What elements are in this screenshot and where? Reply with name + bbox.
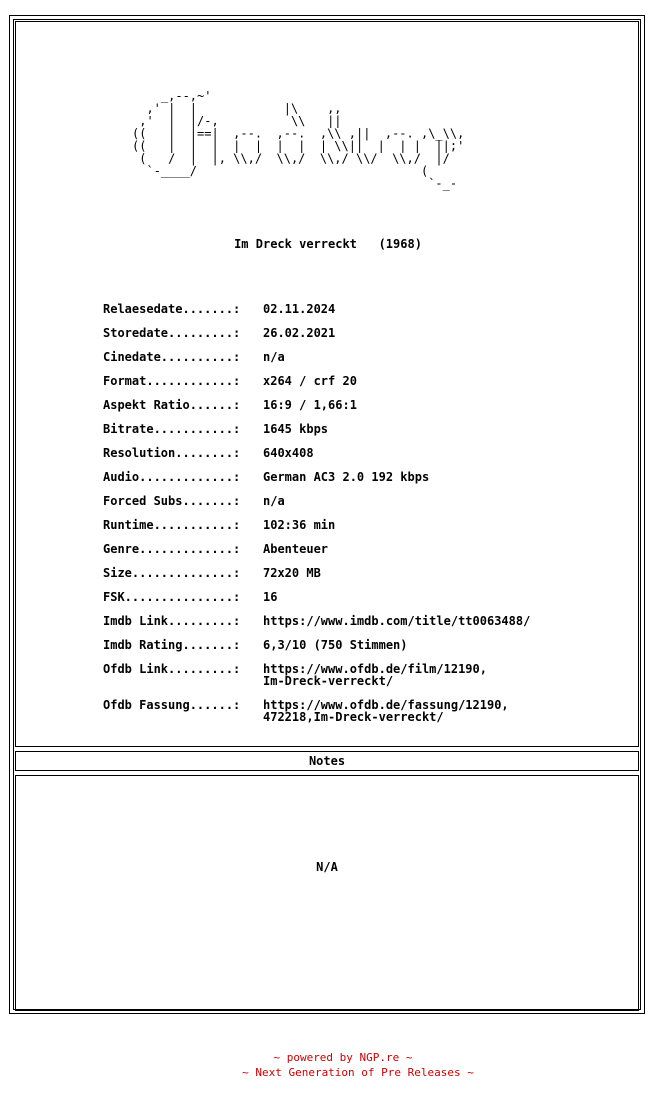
info-row — [103, 465, 623, 489]
logo-line: ,' | | |\ ,, — [132, 101, 342, 116]
logo-line: ( / | |, \\,/ \\,/ \\,/ \\/ \\,/ |/ — [132, 151, 458, 166]
logo-line: (( | | | | | | | | \\|| | | | ||;' — [132, 139, 465, 153]
logo-line: _,--,~' — [132, 89, 212, 103]
ascii-logo — [132, 86, 522, 196]
info-value: 02.11.2024 — [263, 302, 336, 316]
info-value: 1645 kbps — [263, 422, 329, 436]
release-info-list — [103, 297, 623, 729]
info-key: Format............: — [103, 374, 241, 388]
info-value: 102:36 min — [263, 518, 336, 532]
info-key: Ofdb Fassung......: — [103, 698, 241, 712]
info-value: 16 — [263, 590, 278, 604]
info-key: Audio.............: — [103, 470, 241, 484]
info-row — [103, 633, 623, 657]
info-row — [103, 369, 623, 393]
info-key: Imdb Rating.......: — [103, 638, 241, 652]
info-row — [103, 513, 623, 537]
info-value: https://www.ofdb.de/film/12190, Im-Dreck-verreckt/ — [263, 662, 487, 688]
logo-line: `-_- — [132, 176, 458, 191]
info-row — [103, 441, 623, 465]
info-key: FSK...............: — [103, 590, 241, 604]
info-value: 640x408 — [263, 446, 314, 460]
notes-text: N/A — [316, 860, 338, 874]
info-value: Abenteuer — [263, 542, 329, 556]
info-key: Storedate.........: — [103, 326, 241, 340]
info-key: Forced Subs.......: — [103, 494, 241, 508]
info-row — [103, 345, 623, 369]
info-row — [103, 297, 623, 321]
info-value: 26.02.2021 — [263, 326, 336, 340]
info-value: https://www.ofdb.de/fassung/12190, 472218,Im-Dreck-verreckt/ — [263, 698, 509, 724]
info-key: Imdb Link.........: — [103, 614, 241, 628]
info-value: 16:9 / 1,66:1 — [263, 398, 357, 412]
info-value: 72x20 MB — [263, 566, 321, 580]
info-value: German AC3 2.0 192 kbps — [263, 470, 430, 484]
info-row — [103, 585, 623, 609]
ascii-logo-art — [132, 86, 522, 196]
info-key: Aspekt Ratio......: — [103, 398, 241, 412]
info-key: Cinedate..........: — [103, 350, 241, 364]
info-row — [103, 537, 623, 561]
logo-line: ,' | |/-, \\ || — [132, 114, 342, 128]
info-value: 6,3/10 (750 Stimmen) — [263, 638, 408, 652]
footer-powered-by: ~ powered by NGP.re ~ — [273, 1051, 413, 1064]
info-key: Ofdb Link.........: — [103, 662, 241, 676]
info-row — [103, 393, 623, 417]
logo-line: (( | |==| ,--. ,--. ,\\ ,|| ,--. ,\_\\, — [132, 126, 465, 141]
notes-panel — [15, 775, 639, 1011]
info-row — [103, 489, 623, 513]
footer-tagline: ~ Next Generation of Pre Releases ~ — [242, 1066, 474, 1079]
release-title: Im Dreck verreckt (1968) — [234, 237, 422, 251]
info-row — [103, 321, 623, 345]
info-row — [103, 657, 623, 693]
info-key: Size..............: — [103, 566, 241, 580]
info-row — [103, 609, 623, 633]
notes-title: Notes — [308, 754, 346, 768]
info-row — [103, 417, 623, 441]
info-key: Bitrate...........: — [103, 422, 241, 436]
info-value: x264 / crf 20 — [263, 374, 357, 388]
info-key: Resolution........: — [103, 446, 241, 460]
info-value: https://www.imdb.com/title/tt0063488/ — [263, 614, 531, 628]
info-value: n/a — [263, 494, 285, 508]
info-key: Genre.............: — [103, 542, 241, 556]
info-key: Runtime...........: — [103, 518, 241, 532]
info-row — [103, 693, 623, 729]
info-value: n/a — [263, 350, 285, 364]
info-row — [103, 561, 623, 585]
info-key: Relaesedate.......: — [103, 302, 241, 316]
logo-line: `-____/ ( — [132, 164, 429, 178]
